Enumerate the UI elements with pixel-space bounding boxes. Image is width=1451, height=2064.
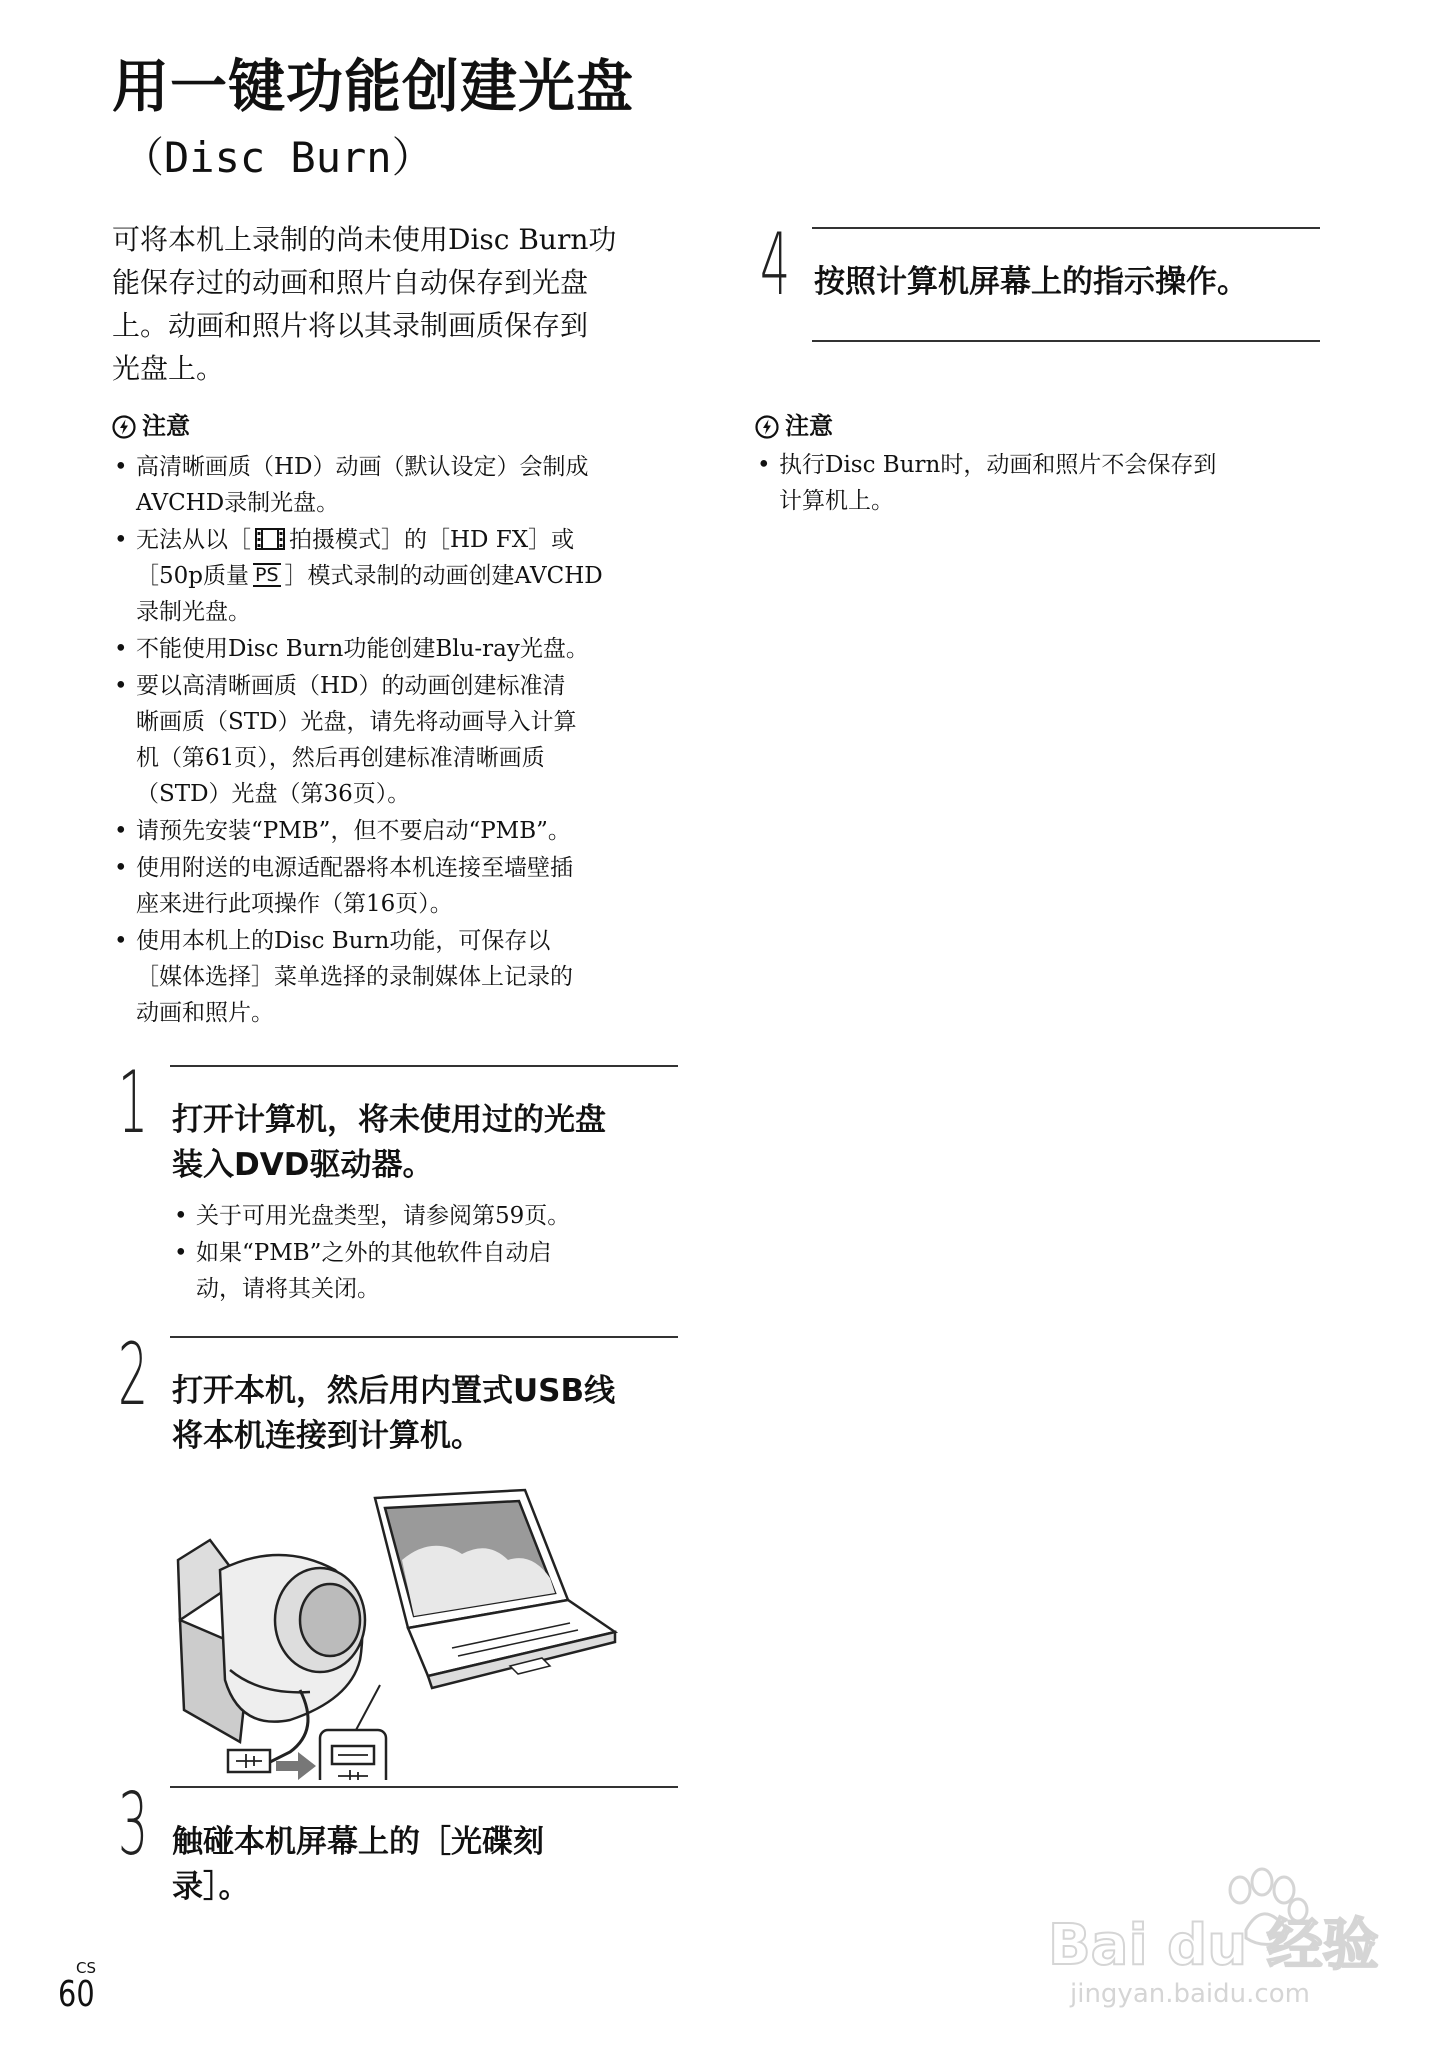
list-item (755, 447, 1315, 519)
step-divider (170, 1336, 678, 1338)
note-line: • 不能使用Disc Burn功能创建Blu-ray光盘。 (136, 636, 589, 662)
note-heading-text: 注意 (142, 412, 190, 440)
step-heading-line: 录］。 (172, 1869, 250, 1905)
step-heading-line: 打开本机，然后用内置式USB线 (172, 1373, 616, 1409)
page-number: 60 (58, 1974, 95, 2015)
baidu-watermark (1040, 1860, 1380, 2010)
laptop-illustration (375, 1490, 615, 1688)
note-line: • 无法从以［ 拍摄模式］的［HD FX］或 (136, 527, 575, 553)
list-item (172, 1198, 672, 1234)
step-divider (812, 340, 1320, 342)
note-line: 机（第61页），然后再创建标准清晰画质 (136, 745, 545, 771)
step-divider (812, 227, 1320, 229)
quality-badge: PS (255, 564, 279, 586)
note-line: 录制光盘。 (136, 599, 251, 625)
note-line: • 如果“PMB”之外的其他软件自动启 (196, 1240, 552, 1266)
left-notes-list (112, 449, 692, 1032)
note-line: （STD）光盘（第36页）。 (136, 781, 411, 807)
list-item (112, 668, 692, 812)
step-heading-line: 打开计算机，将未使用过的光盘 (172, 1102, 606, 1138)
caution-icon (112, 415, 136, 439)
intro-line: 上。动画和照片将以其录制画质保存到 (112, 309, 589, 342)
film-strip-icon (253, 526, 287, 552)
note-line: • 使用附送的电源适配器将本机连接至墙壁插 (136, 855, 573, 881)
step-number-3: 3 (118, 1775, 149, 1875)
step-2-heading (172, 1369, 692, 1459)
watermark-url: jingyan.baidu.com (1070, 1979, 1310, 2009)
right-note-heading (755, 409, 833, 443)
page-subtitle: （Disc Burn） (122, 133, 434, 182)
note-line: • 请预先安装“PMB”，但不要启动“PMB”。 (136, 818, 571, 844)
step-1-heading (172, 1098, 692, 1188)
note-line: 座来进行此项操作（第16页）。 (136, 891, 453, 917)
step-number-2: 2 (118, 1325, 149, 1425)
note-line: 动，请将其关闭。 (196, 1276, 380, 1302)
note-line: 晰画质（STD）光盘，请先将动画导入计算 (136, 709, 577, 735)
note-line: ［媒体选择］菜单选择的录制媒体上记录的 (136, 964, 573, 990)
step-3-heading (172, 1820, 692, 1910)
note-line: ［50p质量 PS ］模式录制的动画创建AVCHD (136, 563, 603, 589)
step-number-4: 4 (760, 215, 791, 315)
note-line: • 关于可用光盘类型，请参阅第59页。 (196, 1203, 571, 1229)
step-1-bullets (172, 1198, 672, 1308)
step-divider (170, 1786, 678, 1788)
list-item (112, 850, 692, 922)
page-language-code: CS (76, 1959, 96, 1977)
intro-paragraph (112, 218, 682, 390)
intro-line: 可将本机上录制的尚未使用Disc Burn功 (112, 223, 617, 256)
camcorder-illustration (178, 1540, 365, 1742)
step-divider (170, 1065, 678, 1067)
caution-icon (755, 415, 779, 439)
right-notes-list (755, 447, 1315, 520)
list-item (172, 1235, 672, 1307)
list-item (112, 631, 692, 667)
note-line: • 使用本机上的Disc Burn功能，可保存以 (136, 928, 551, 954)
list-item (112, 923, 692, 1031)
note-line: 计算机上。 (779, 488, 894, 514)
list-item (112, 813, 692, 849)
intro-line: 能保存过的动画和照片自动保存到光盘 (112, 266, 589, 299)
left-note-heading (112, 409, 190, 443)
note-line: AVCHD录制光盘。 (136, 490, 340, 516)
step-4-heading (814, 260, 1334, 305)
intro-line: 光盘上。 (112, 352, 225, 385)
watermark-brand: Bai du 经验 (1048, 1913, 1379, 1978)
step-number-1: 1 (118, 1053, 149, 1153)
list-item (112, 522, 692, 630)
note-line: 动画和照片。 (136, 1000, 274, 1026)
note-line: • 执行Disc Burn时，动画和照片不会保存到 (779, 452, 1217, 478)
list-item (112, 449, 692, 521)
step-heading-line: 装入DVD驱动器。 (172, 1147, 434, 1183)
usb-connection-illustration (170, 1480, 630, 1780)
page-title: 用一键功能创建光盘 (112, 54, 634, 120)
note-line: • 要以高清晰画质（HD）的动画创建标准清 (136, 673, 566, 699)
note-line: • 高清晰画质（HD）动画（默认设定）会制成 (136, 454, 589, 480)
step-heading-line: 触碰本机屏幕上的［光碟刻 (172, 1824, 544, 1860)
step-heading-line: 按照计算机屏幕上的指示操作。 (814, 264, 1248, 300)
step-heading-line: 将本机连接到计算机。 (172, 1418, 482, 1454)
note-heading-text: 注意 (785, 412, 833, 440)
